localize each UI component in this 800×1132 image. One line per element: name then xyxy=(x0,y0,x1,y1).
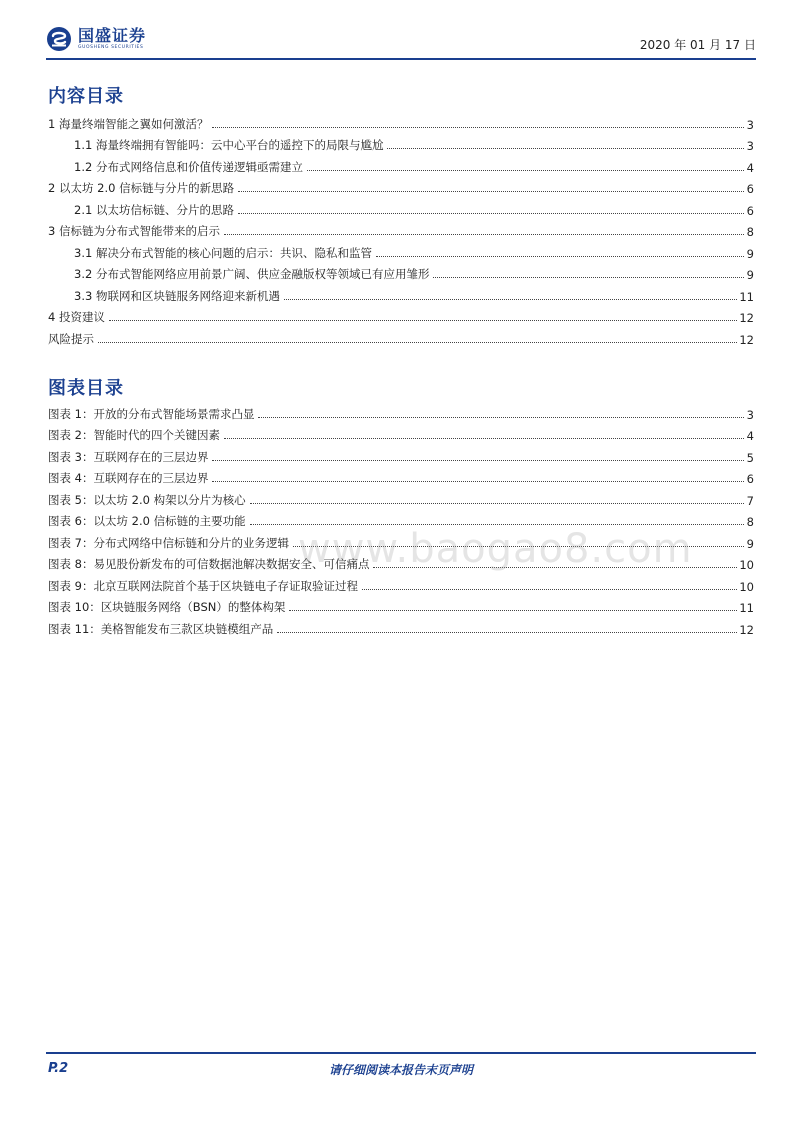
toc-entry-page: 9 xyxy=(746,246,754,261)
figure-entry-page: 8 xyxy=(746,515,754,529)
figure-entry-text: 图表 7：分布式网络中信标链和分片的业务逻辑 xyxy=(48,535,289,550)
figure-entry-page: 4 xyxy=(746,429,754,443)
dot-leader xyxy=(387,147,744,149)
report-date: 2020 年 01 月 17 日 xyxy=(639,38,756,52)
toc-entry-text: 3.1 解决分布式智能的核心问题的启示：共识、隐私和监管 xyxy=(74,245,372,260)
toc-entry[interactable] xyxy=(48,132,754,154)
toc-entry-text: 风险提示 xyxy=(48,331,94,346)
toc-entry-page: 3 xyxy=(746,139,754,153)
dot-leader xyxy=(212,480,744,482)
figure-entry-text: 图表 3：互联网存在的三层边界 xyxy=(48,449,209,464)
logo-mark-icon xyxy=(46,26,72,52)
figure-entry[interactable] xyxy=(48,572,754,594)
logo-chinese-name: 国盛证券 xyxy=(78,26,147,45)
figure-entry-page: 10 xyxy=(739,558,754,572)
figure-entry-text: 图表 6：以太坊 2.0 信标链的主要功能 xyxy=(48,514,246,528)
page-number: P.2 xyxy=(48,1061,69,1076)
toc-entry[interactable] xyxy=(48,153,754,175)
dot-leader xyxy=(224,437,744,439)
footer-divider xyxy=(46,1052,756,1054)
toc-entry[interactable] xyxy=(48,261,754,283)
toc-entry[interactable] xyxy=(48,196,754,218)
figure-entry-text: 图表 5：以太坊 2.0 构架以分片为核心 xyxy=(48,492,246,507)
toc-entry-text: 1 海量终端智能之翼如何激活？ xyxy=(48,116,209,131)
toc-entry[interactable] xyxy=(48,325,754,347)
dot-leader xyxy=(433,276,744,278)
toc-entry-page: 3 xyxy=(746,117,754,132)
contents-list xyxy=(48,110,754,347)
figure-entry-page: 9 xyxy=(746,536,754,551)
toc-entry-text: 3.2 分布式智能网络应用前景广阔、供应金融版权等领域已有应用雏形 xyxy=(74,267,430,281)
dot-leader xyxy=(307,169,744,171)
dot-leader xyxy=(109,319,737,321)
toc-entry[interactable] xyxy=(48,218,754,240)
contents-title: 内容目录 xyxy=(48,86,124,107)
dot-leader xyxy=(238,212,744,214)
toc-entry-text: 2 以太坊 2.0 信标链与分片的新思路 xyxy=(48,181,235,195)
toc-entry[interactable] xyxy=(48,282,754,304)
figure-entry[interactable] xyxy=(48,615,754,637)
dot-leader xyxy=(212,459,744,461)
figure-entry-page: 10 xyxy=(739,579,754,594)
figure-entry[interactable] xyxy=(48,443,754,465)
toc-entry[interactable] xyxy=(48,110,754,132)
figure-entry[interactable] xyxy=(48,400,754,422)
header-divider xyxy=(46,58,756,60)
figure-entry-text: 图表 9：北京互联网法院首个基于区块链电子存证取验证过程 xyxy=(48,578,358,593)
dot-leader xyxy=(224,233,744,235)
dot-leader xyxy=(277,631,737,633)
figure-entry-text: 图表 1：开放的分布式智能场景需求凸显 xyxy=(48,406,255,421)
dot-leader xyxy=(289,609,737,611)
figure-entry[interactable] xyxy=(48,465,754,487)
figure-entry[interactable] xyxy=(48,486,754,508)
dot-leader xyxy=(376,255,744,257)
toc-entry-text: 3 信标链为分布式智能带来的启示 xyxy=(48,224,220,238)
figure-entry-text: 图表 11：美格智能发布三款区块链模组产品 xyxy=(48,621,274,636)
figure-entry-text: 图表 2：智能时代的四个关键因素 xyxy=(48,428,220,442)
dot-leader xyxy=(284,298,737,300)
figures-title: 图表目录 xyxy=(48,378,124,399)
figure-entry-text: 图表 8：易见股份新发布的可信数据池解决数据安全、可信痛点 xyxy=(48,557,370,571)
disclaimer-note: 请仔细阅读本报告末页声明 xyxy=(328,1063,473,1077)
logo-english-name: GUOSHENG SECURITIES xyxy=(78,45,144,50)
toc-entry-page: 8 xyxy=(746,225,754,239)
figure-entry-page: 12 xyxy=(739,622,754,637)
toc-entry[interactable] xyxy=(48,175,754,197)
figure-entry-page: 3 xyxy=(746,407,754,422)
toc-entry-text: 3.3 物联网和区块链服务网络迎来新机遇 xyxy=(74,288,280,303)
toc-entry-text: 1.2 分布式网络信息和价值传递逻辑亟需建立 xyxy=(74,159,303,174)
dot-leader xyxy=(212,126,744,128)
toc-entry-text: 4 投资建议 xyxy=(48,310,105,324)
toc-entry-page: 6 xyxy=(746,182,754,196)
dot-leader xyxy=(362,588,737,590)
figure-entry-page: 5 xyxy=(746,450,754,465)
figure-entry-page: 7 xyxy=(746,493,754,508)
toc-entry-page: 12 xyxy=(739,311,754,325)
watermark: www.baogao8.com xyxy=(298,526,693,572)
figure-entry-text: 图表 10：区块链服务网络（BSN）的整体构架 xyxy=(48,600,286,614)
figure-entry-page: 11 xyxy=(739,601,754,615)
toc-entry-page: 9 xyxy=(746,268,754,282)
page-footer xyxy=(46,1052,756,1082)
figure-entry[interactable] xyxy=(48,594,754,616)
toc-entry-page: 11 xyxy=(739,289,754,304)
toc-entry-page: 4 xyxy=(746,160,754,175)
page-header xyxy=(46,22,756,62)
figure-entry-text: 图表 4：互联网存在的三层边界 xyxy=(48,471,209,485)
toc-entry-page: 12 xyxy=(739,332,754,347)
company-logo xyxy=(46,26,146,52)
toc-entry-page: 6 xyxy=(746,203,754,218)
dot-leader xyxy=(238,190,744,192)
figure-entry[interactable] xyxy=(48,422,754,444)
toc-entry[interactable] xyxy=(48,239,754,261)
dot-leader xyxy=(250,502,744,504)
figure-entry-page: 6 xyxy=(746,472,754,486)
dot-leader xyxy=(98,341,737,343)
dot-leader xyxy=(250,523,744,525)
toc-entry-text: 1.1 海量终端拥有智能吗：云中心平台的遥控下的局限与尴尬 xyxy=(74,138,384,152)
toc-entry[interactable] xyxy=(48,304,754,326)
figures-list xyxy=(48,400,754,637)
dot-leader xyxy=(258,416,744,418)
toc-entry-text: 2.1 以太坊信标链、分片的思路 xyxy=(74,202,234,217)
